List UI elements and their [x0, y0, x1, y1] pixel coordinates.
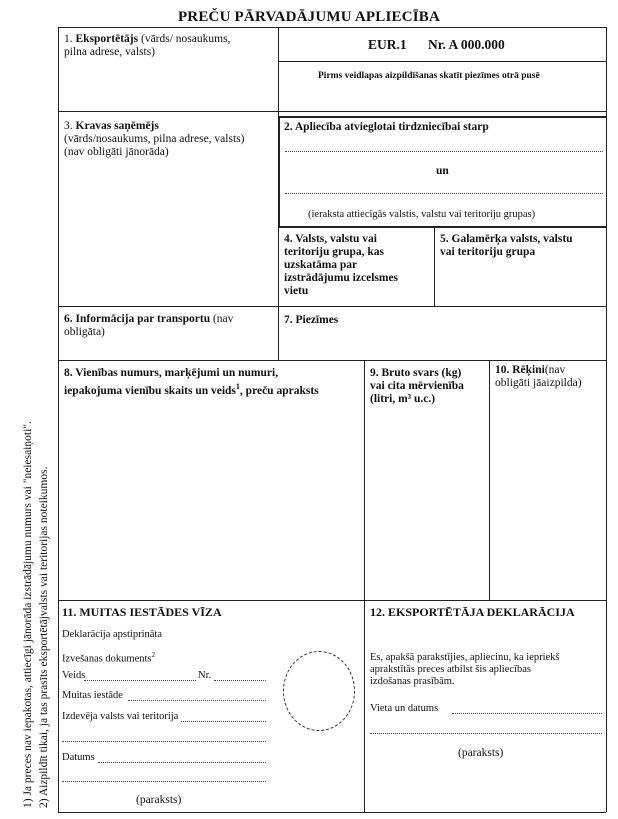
box11-office-label: Muitas iestāde — [62, 690, 123, 701]
divider-box9-10 — [489, 360, 490, 600]
box11-type-label: Veids — [62, 670, 86, 681]
box11-confirmed: Deklarācija apstiprināta — [62, 629, 162, 640]
form-title: PREČU PĀRVADĀJUMU APLIECĪBA — [177, 9, 441, 25]
box10-label: 10. Rēķini(nav obligāti jāaizpilda) — [495, 364, 582, 389]
box2-between: un — [436, 165, 449, 177]
box8-label: 8. Vienības numurs, marķējumi un numuri, iepakojuma vienību skaits un veids$^1$, preču apraksts — [64, 367, 319, 397]
box2-label: 2. Apliecība atvieglotai tirdzniecībai starp — [284, 121, 489, 133]
box11-date-field — [98, 762, 266, 763]
eur-number: Nr. A 000.000 — [428, 37, 505, 52]
box12-place-date-field — [452, 713, 602, 714]
box9-label: 9. Bruto svars (kg) vai cita mērvienība (litri, m³ u.c.) — [370, 367, 464, 405]
frame-top — [58, 27, 606, 28]
box2-line-1 — [285, 151, 603, 152]
divider-box8-9 — [364, 360, 365, 600]
box11-issuing-field-2 — [62, 741, 266, 742]
box4-label: 4. Valsts, valstu vai teritoriju grupa, kas uzskatāma par izstrādājumu izcelsmes vietu — [284, 233, 399, 297]
divider-row3 — [58, 306, 606, 307]
frame-right — [606, 27, 607, 812]
box3-label: 3. Kravas saņēmējs (vārds/nosaukums, pilna adrese, valsts) (nav obligāti jānorāda) — [64, 120, 245, 158]
box11-title: 11. MUITAS IESTĀDES VĪZA — [62, 605, 222, 619]
box2-bottom — [278, 226, 606, 228]
box11-nr-label: Nr. — [198, 670, 212, 681]
stamp-placeholder — [283, 651, 355, 731]
divider-row5 — [58, 600, 606, 601]
box7-label: 7. Piezīmes — [284, 314, 339, 326]
box12-title: 12. EKSPORTĒTĀJA DEKLARĀCIJA — [370, 605, 575, 619]
box12-signature: (paraksts) — [458, 747, 504, 759]
divider-row4 — [58, 360, 606, 361]
box11-signature: (paraksts) — [136, 794, 182, 806]
box2-footnote: (ieraksta attiecīgās valstis, valstu vai teritoriju grupas) — [308, 209, 536, 220]
box2-line-2 — [285, 193, 603, 194]
divider-row1 — [58, 111, 606, 112]
eur-note: Pirms veidlapas aizpildīšanas skatīt piezīmes otrā pusē — [318, 71, 540, 81]
box2-left — [278, 116, 280, 227]
divider-box4-5 — [434, 227, 435, 306]
eur-code: EUR.1 — [368, 37, 407, 52]
box11-nr-field — [214, 680, 266, 681]
frame-bottom — [58, 812, 606, 813]
divider-box11-12 — [364, 600, 365, 812]
side-note-1: 1) Ja preces nav iepakotas, attiecīgi jānorāda izstrādājumu numurs vai "neiesaiņoti". — [22, 421, 34, 808]
divider-eur — [278, 61, 606, 62]
box11-issuing-label: Izdevēja valsts vai teritorija — [62, 711, 179, 722]
box1-label: 1. Eksportētājs (vārds/ nosaukums, pilna adrese, valsts) — [64, 33, 231, 58]
box11-type-field — [84, 680, 196, 681]
box11-office-field — [128, 700, 266, 701]
box12-place-date-label: Vieta un datums — [370, 703, 439, 714]
frame-left — [58, 27, 59, 812]
box11-export-doc: Izvešanas dokuments$^2$ — [62, 651, 156, 665]
box11-issuing-field — [181, 721, 266, 722]
box12-text: Es, apakšā parakstījies, apliecinu, ka iepriekš aprakstītās preces atbilst šis apliecības izdošanas prasībām. — [370, 652, 560, 687]
box12-place-date-field-2 — [370, 733, 602, 734]
box11-date-label: Datums — [62, 752, 95, 763]
box11-sign-field — [62, 781, 266, 782]
side-note-2: 2) Aizpildīt tikai, ja tas prasīts eksportētājvalsts vai teritorijas noteikumos. — [38, 466, 50, 808]
box6-label: 6. Informācija par transportu (nav obligāta) — [64, 313, 234, 338]
box2-top — [278, 116, 606, 118]
box5-label: 5. Galamērķa valsts, valstu vai teritoriju grupa — [440, 233, 573, 258]
